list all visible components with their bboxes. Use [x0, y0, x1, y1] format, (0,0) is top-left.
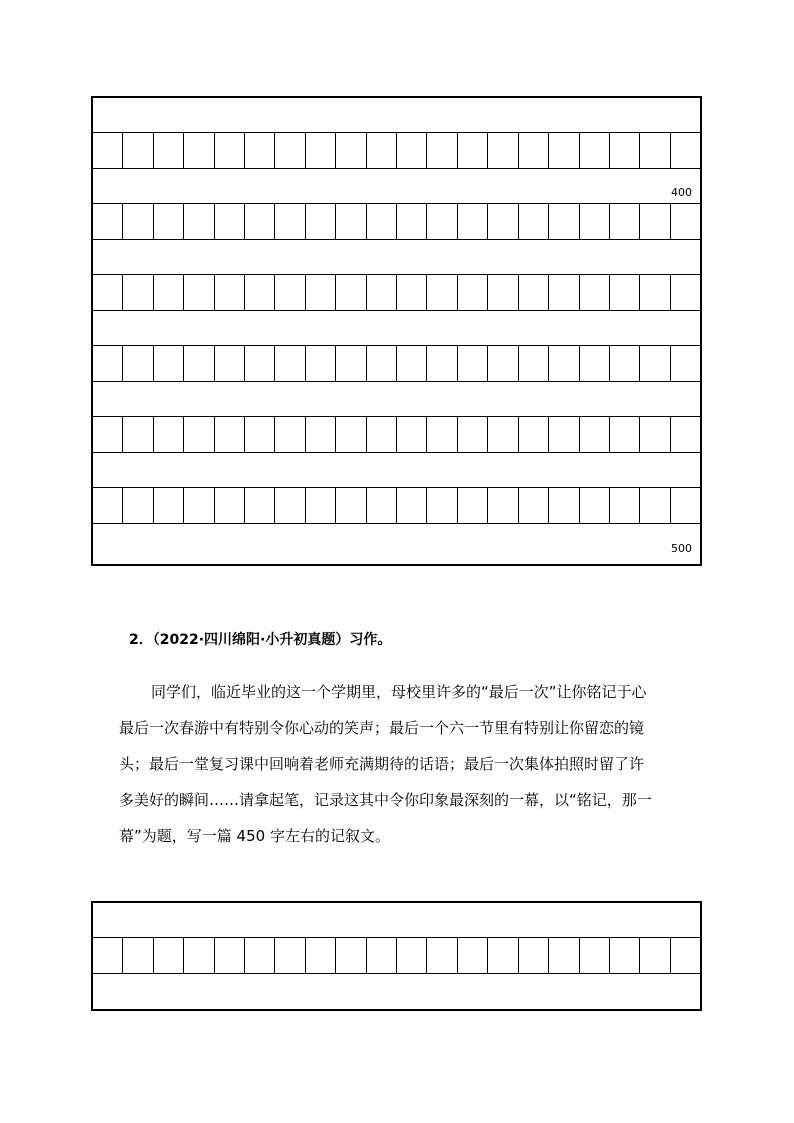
grid-cell [93, 204, 123, 239]
grid-cell [610, 346, 640, 381]
grid-cell [336, 204, 366, 239]
grid-spacer-row [93, 98, 700, 133]
grid-cell [245, 204, 275, 239]
grid-cell [93, 346, 123, 381]
grid-cell [336, 133, 366, 168]
grid-cell [488, 938, 518, 973]
grid-cell [336, 346, 366, 381]
grid-cell [123, 204, 153, 239]
grid-cell [336, 938, 366, 973]
grid-cell [549, 417, 579, 452]
grid-cell [367, 346, 397, 381]
grid-cell [215, 133, 245, 168]
grid-cell [458, 275, 488, 310]
grid-cell [458, 417, 488, 452]
grid-cell [427, 488, 457, 523]
grid-cell-row [93, 938, 700, 974]
grid-cell [488, 204, 518, 239]
essay-prompt [119, 674, 659, 854]
grid-cell [397, 417, 427, 452]
grid-cell [397, 275, 427, 310]
grid-cell [427, 417, 457, 452]
grid-cell [580, 938, 610, 973]
grid-cell [580, 275, 610, 310]
writing-grid-bottom [91, 901, 702, 1011]
prompt-line: 同学们，临近毕业的这一个学期里，母校里许多的“最后一次”让你铭记于心 [151, 683, 647, 701]
grid-cell [671, 275, 700, 310]
grid-cell [306, 133, 336, 168]
question-title: 习作。 [349, 632, 392, 648]
grid-cell [458, 133, 488, 168]
grid-cell [519, 938, 549, 973]
grid-cell [549, 275, 579, 310]
grid-cell [610, 133, 640, 168]
grid-cell [640, 488, 670, 523]
question-heading [129, 629, 391, 649]
grid-cell [397, 488, 427, 523]
grid-cell [671, 133, 700, 168]
grid-cell [580, 133, 610, 168]
grid-cell [306, 275, 336, 310]
grid-cell [640, 346, 670, 381]
grid-cell [306, 417, 336, 452]
grid-cell [488, 417, 518, 452]
grid-cell [93, 488, 123, 523]
prompt-line: 最后一次春游中有特别令你心动的笑声；最后一个六一节里有特别让你留恋的镜 [119, 719, 645, 737]
grid-cell [154, 275, 184, 310]
grid-cell [367, 275, 397, 310]
grid-cell [367, 938, 397, 973]
grid-cell [93, 133, 123, 168]
grid-cell [580, 488, 610, 523]
grid-cell [519, 204, 549, 239]
grid-cell [640, 417, 670, 452]
question-number: 2． [129, 632, 153, 648]
grid-cell [458, 346, 488, 381]
grid-spacer-row [93, 169, 700, 204]
grid-cell [215, 275, 245, 310]
grid-cell [488, 133, 518, 168]
grid-cell [215, 417, 245, 452]
grid-cell [580, 204, 610, 239]
grid-cell [275, 488, 305, 523]
grid-cell [184, 488, 214, 523]
grid-cell [336, 488, 366, 523]
grid-cell [580, 417, 610, 452]
grid-cell [123, 938, 153, 973]
grid-cell [123, 417, 153, 452]
grid-cell-row [93, 275, 700, 311]
grid-cell [640, 204, 670, 239]
grid-cell [427, 133, 457, 168]
grid-cell [367, 204, 397, 239]
grid-spacer-row [93, 903, 700, 938]
grid-cell [610, 275, 640, 310]
grid-cell [671, 417, 700, 452]
grid-cell [184, 938, 214, 973]
grid-cell [245, 275, 275, 310]
grid-cell [245, 488, 275, 523]
grid-cell [640, 275, 670, 310]
grid-cell [367, 133, 397, 168]
writing-grid-top [91, 96, 702, 566]
grid-cell [427, 938, 457, 973]
grid-cell [367, 417, 397, 452]
grid-cell [336, 417, 366, 452]
grid-cell [184, 346, 214, 381]
grid-cell [519, 488, 549, 523]
grid-cell [123, 346, 153, 381]
grid-cell [123, 133, 153, 168]
grid-cell [215, 346, 245, 381]
grid-cell-row [93, 346, 700, 382]
grid-cell [640, 938, 670, 973]
grid-cell [275, 417, 305, 452]
grid-cell [184, 417, 214, 452]
grid-cell [184, 275, 214, 310]
grid-spacer-row [93, 240, 700, 275]
grid-cell [610, 488, 640, 523]
grid-cell [427, 275, 457, 310]
grid-cell [519, 417, 549, 452]
grid-cell [306, 204, 336, 239]
grid-cell [397, 204, 427, 239]
grid-cell [123, 488, 153, 523]
grid-cell [245, 938, 275, 973]
grid-cell [458, 938, 488, 973]
grid-cell [154, 346, 184, 381]
grid-cell [610, 204, 640, 239]
grid-cell [427, 204, 457, 239]
grid-cell [275, 204, 305, 239]
word-count-mark-500: 500 [671, 542, 692, 555]
grid-cell [549, 204, 579, 239]
grid-cell [458, 488, 488, 523]
grid-cell [154, 417, 184, 452]
grid-cell [671, 488, 700, 523]
grid-cell [154, 488, 184, 523]
grid-cell [671, 204, 700, 239]
grid-cell [154, 133, 184, 168]
grid-cell [93, 275, 123, 310]
word-count-mark-400: 400 [671, 186, 692, 199]
grid-cell [519, 346, 549, 381]
grid-cell [640, 133, 670, 168]
grid-cell [610, 417, 640, 452]
grid-cell [275, 275, 305, 310]
grid-cell [397, 938, 427, 973]
grid-cell [671, 938, 700, 973]
grid-cell [488, 346, 518, 381]
grid-spacer-row [93, 453, 700, 488]
prompt-line: 幕”为题，写一篇 450 字左右的记叙文。 [119, 827, 390, 845]
grid-spacer-row [93, 524, 700, 559]
grid-cell [336, 275, 366, 310]
grid-cell [154, 204, 184, 239]
grid-spacer-row [93, 311, 700, 346]
prompt-line: 头；最后一堂复习课中回响着老师充满期待的话语；最后一次集体拍照时留了许 [119, 755, 645, 773]
grid-cell-row [93, 204, 700, 240]
grid-cell [580, 346, 610, 381]
grid-cell [184, 133, 214, 168]
grid-cell [215, 938, 245, 973]
grid-cell [458, 204, 488, 239]
grid-cell [488, 275, 518, 310]
grid-cell [519, 133, 549, 168]
grid-cell [549, 133, 579, 168]
grid-cell [367, 488, 397, 523]
grid-cell [549, 488, 579, 523]
grid-cell [519, 275, 549, 310]
grid-cell [306, 938, 336, 973]
grid-cell [549, 346, 579, 381]
grid-cell [154, 938, 184, 973]
prompt-line: 多美好的瞬间……请拿起笔，记录这其中令你印象最深刻的一幕，以“铭记，那一 [119, 791, 652, 809]
grid-cell [215, 488, 245, 523]
grid-cell [184, 204, 214, 239]
grid-cell [610, 938, 640, 973]
grid-spacer-row [93, 382, 700, 417]
grid-cell [275, 346, 305, 381]
grid-cell-row [93, 417, 700, 453]
question-source: （2022·四川绵阳·小升初真题） [152, 632, 350, 648]
grid-cell [275, 133, 305, 168]
grid-cell-row [93, 133, 700, 169]
grid-cell [245, 346, 275, 381]
grid-cell [93, 417, 123, 452]
grid-spacer-row [93, 974, 700, 1009]
grid-cell [306, 346, 336, 381]
grid-cell [427, 346, 457, 381]
grid-cell [397, 346, 427, 381]
grid-cell [245, 417, 275, 452]
grid-cell [245, 133, 275, 168]
grid-cell [93, 938, 123, 973]
grid-cell-row [93, 488, 700, 524]
grid-cell [549, 938, 579, 973]
grid-cell [488, 488, 518, 523]
grid-cell [306, 488, 336, 523]
grid-cell [123, 275, 153, 310]
grid-cell [275, 938, 305, 973]
grid-cell [215, 204, 245, 239]
grid-cell [671, 346, 700, 381]
grid-cell [397, 133, 427, 168]
